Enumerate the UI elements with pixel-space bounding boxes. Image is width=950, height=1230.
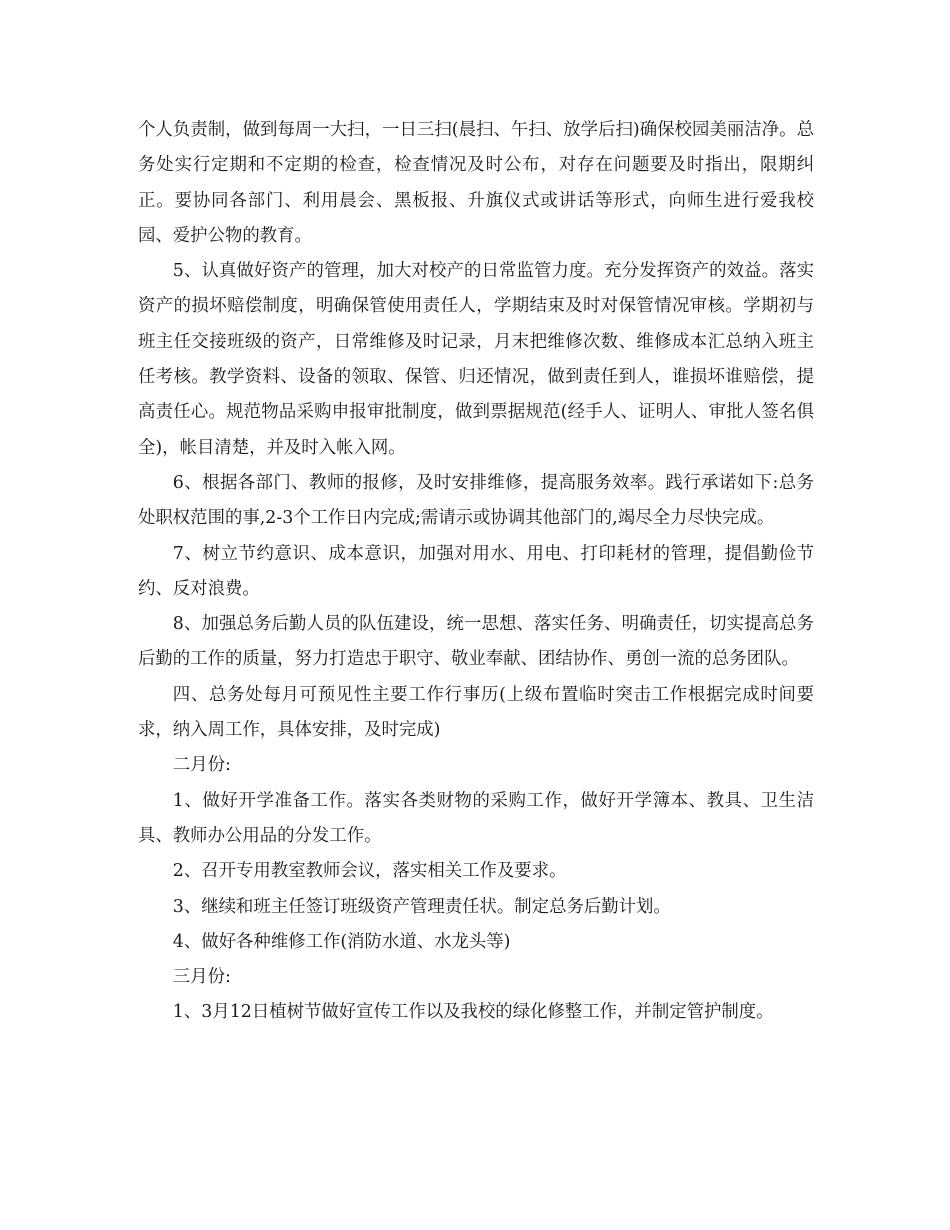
document-body xyxy=(138,113,814,1031)
paragraph-asset-management: 5、认真做好资产的管理，加大对校产的日常监管力度。充分发挥资产的效益。落实资产的损坏赔偿制度，明确保管使用责任人，学期结束及时对保管情况审核。学期初与班主任交接班级的资产，日常维修及时记录，月末把维修次数、维修成本汇总纳入班主任考核。教学资料、设备的领取、保管、归还情况，做到责任到人，谁损坏谁赔偿，提高责任心。规范物品采购申报审批制度，做到票据规范(经手人、证明人、审批人签名俱全)，帐目清楚，并及时入帐入网。 xyxy=(138,261,814,458)
list-item-feb-2: 2、召开专用教室教师会议，落实相关工作及要求。 xyxy=(172,861,567,882)
paragraph-repair-service: 6、根据各部门、教师的报修，及时安排维修，提高服务效率。践行承诺如下:总务处职权范围的事,2-3个工作日内完成;需请示或协调其他部门的,竭尽全力尽快完成。 xyxy=(138,472,814,529)
list-item-feb-3: 3、继续和班主任签订班级资产管理责任状。制定总务后勤计划。 xyxy=(172,896,671,917)
month-heading-march: 三月份: xyxy=(172,967,231,988)
list-item-feb-1: 1、做好开学准备工作。落实各类财物的采购工作，做好开学簿本、教具、卫生洁具、教师办公用品的分发工作。 xyxy=(138,790,814,846)
list-item-feb-4: 4、做好各种维修工作(消防水道、水龙头等) xyxy=(172,931,511,952)
paragraph-saving-awareness: 7、树立节约意识、成本意识，加强对用水、用电、打印耗材的管理，提倡勤俭节约、反对浪费。 xyxy=(138,543,814,599)
month-heading-february: 二月份: xyxy=(172,755,231,776)
paragraph-team-building: 8、加强总务后勤人员的队伍建设，统一思想、落实任务、明确责任，切实提高总务后勤的工作的质量，努力打造忠于职守、敬业奉献、团结协作、勇创一流的总务团队。 xyxy=(138,614,814,670)
list-item-mar-1: 1、3月12日植树节做好宣传工作以及我校的绿化修整工作，并制定管护制度。 xyxy=(172,1002,774,1023)
paragraph-cleaning-responsibility: 个人负责制，做到每周一大扫，一日三扫(晨扫、午扫、放学后扫)确保校园美丽洁净。总务处实行定期和不定期的检查，检查情况及时公布，对存在问题要及时指出，限期纠正。要协同各部门、利用晨会、黑板报、升旗仪式或讲话等形式，向师生进行爱我校园、爱护公物的教育。 xyxy=(138,120,814,246)
section-heading-monthly-calendar: 四、总务处每月可预见性主要工作行事历(上级布置临时突击工作根据完成时间要求，纳入周工作，具体安排，及时完成) xyxy=(138,684,814,741)
